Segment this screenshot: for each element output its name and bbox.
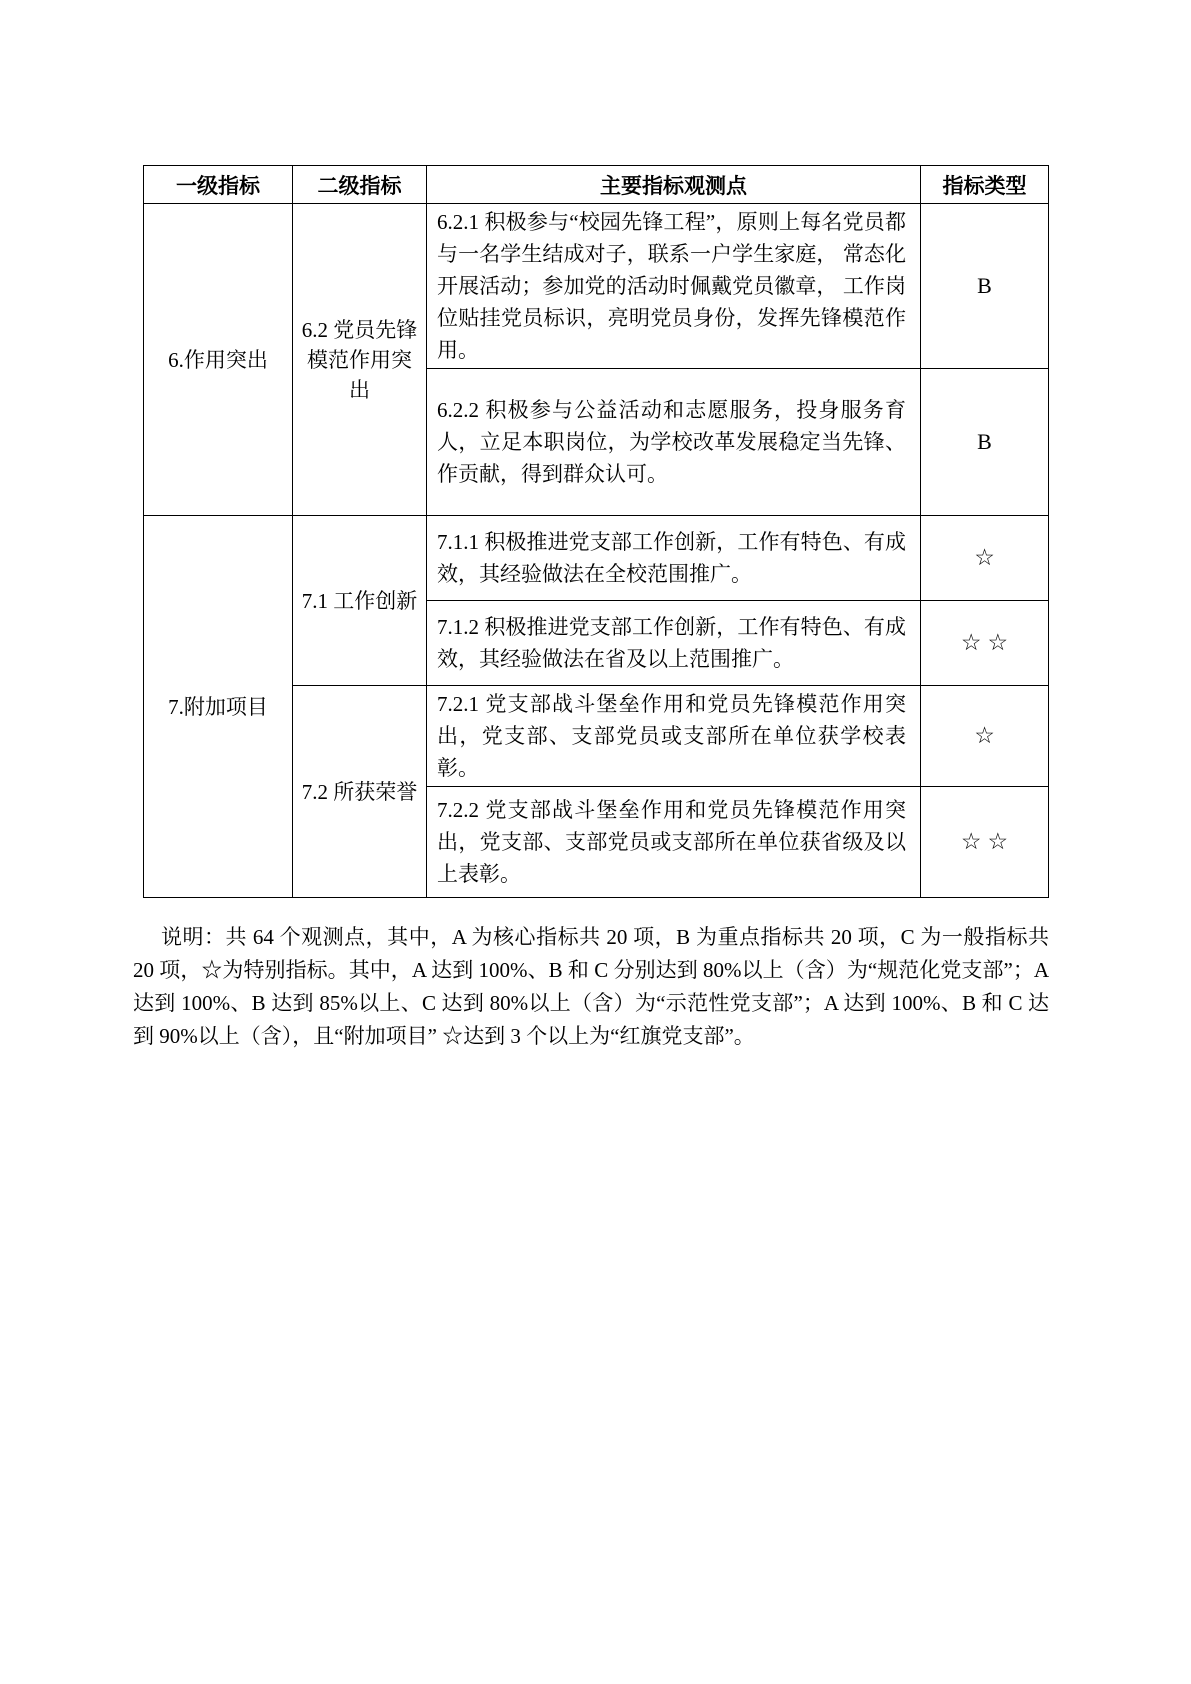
table-row xyxy=(144,516,1049,601)
note-paragraph: 说明：共 64 个观测点，其中，A 为核心指标共 20 项，B 为重点指标共 20 项，C 为一般指标共 20 项，☆为特别指标。其中，A 达到 100%、B 和 C 分别达到 80%以上（含）为“规范化党支部”；A 达到 100%、B 达到 85%以上、C 达到 80%以上（含）为“示范性党支部”；A 达到 100%、B 和 C 达到 90%以上（含），且“附加项目” ☆达到 3 个以上为“红旗党支部”。 xyxy=(133,925,1049,1048)
cell-type-6-2-1: B xyxy=(921,204,1049,369)
cell-type-7-1-1: ☆ xyxy=(921,516,1049,601)
cell-obs-7-1-1: 7.1.1 积极推进党支部工作创新，工作有特色、有成效，其经验做法在全校范围推广。 xyxy=(427,516,921,601)
header-level1: 一级指标 xyxy=(144,166,293,204)
header-observation: 主要指标观测点 xyxy=(427,166,921,204)
cell-obs-6-2-2: 6.2.2 积极参与公益活动和志愿服务，投身服务育人，立足本职岗位，为学校改革发展稳定当先锋、作贡献，得到群众认可。 xyxy=(427,369,921,516)
cell-type-7-2-2: ☆☆ xyxy=(921,787,1049,898)
cell-obs-6-2-1: 6.2.1 积极参与“校园先锋工程”，原则上每名党员都与一名学生结成对子，联系一户学生家庭， 常态化开展活动；参加党的活动时佩戴党员徽章， 工作岗位贴挂党员标识，亮明党员身份，发挥先锋模范作用。 xyxy=(427,204,921,369)
cell-type-6-2-2: B xyxy=(921,369,1049,516)
table-header-row xyxy=(144,166,1049,204)
header-type: 指标类型 xyxy=(921,166,1049,204)
header-level2: 二级指标 xyxy=(293,166,427,204)
cell-type-7-1-2: ☆☆ xyxy=(921,601,1049,686)
cell-obs-7-1-2: 7.1.2 积极推进党支部工作创新，工作有特色、有成效，其经验做法在省及以上范围推广。 xyxy=(427,601,921,686)
cell-level1-6: 6.作用突出 xyxy=(144,204,293,516)
cell-level1-7: 7.附加项目 xyxy=(144,516,293,898)
cell-level2-6-2: 6.2 党员先锋模范作用突出 xyxy=(293,204,427,516)
table-row xyxy=(144,204,1049,369)
indicator-table xyxy=(143,165,1049,898)
cell-obs-7-2-1: 7.2.1 党支部战斗堡垒作用和党员先锋模范作用突出，党支部、支部党员或支部所在单位获学校表彰。 xyxy=(427,686,921,787)
cell-level2-7-1: 7.1 工作创新 xyxy=(293,516,427,686)
cell-level2-7-2: 7.2 所获荣誉 xyxy=(293,686,427,898)
cell-type-7-2-1: ☆ xyxy=(921,686,1049,787)
cell-obs-7-2-2: 7.2.2 党支部战斗堡垒作用和党员先锋模范作用突出，党支部、支部党员或支部所在单位获省级及以上表彰。 xyxy=(427,787,921,898)
